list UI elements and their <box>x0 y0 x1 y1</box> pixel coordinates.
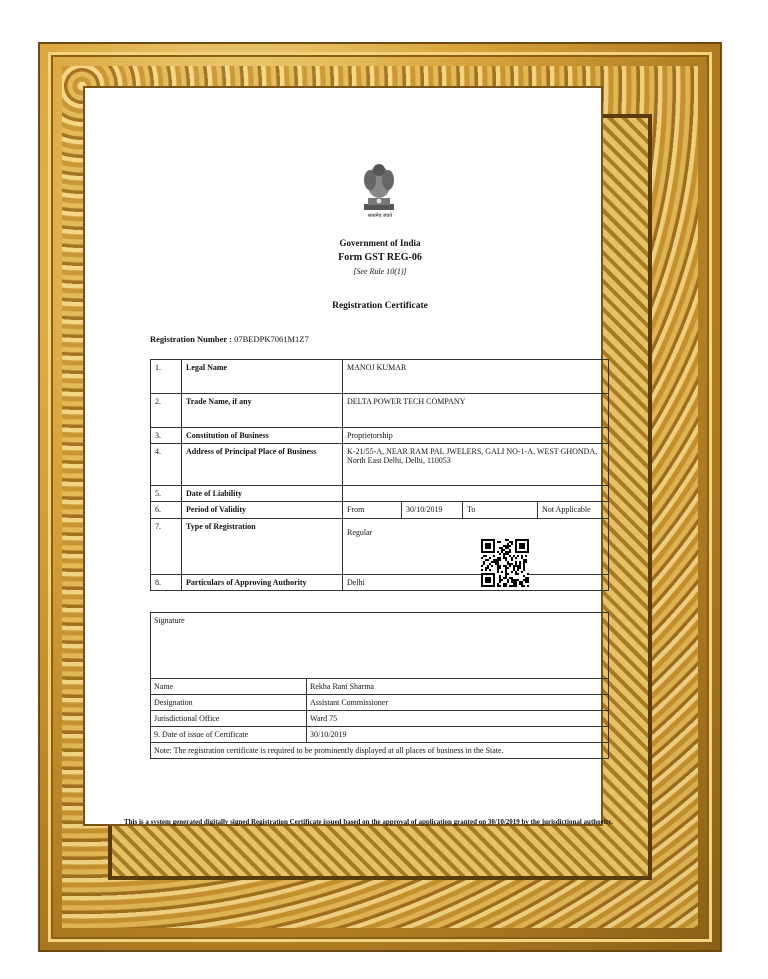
national-emblem-icon <box>356 160 402 218</box>
office-value: Ward 75 <box>307 711 609 727</box>
signature-table <box>150 612 609 759</box>
registration-details-table <box>150 359 609 591</box>
validity-from-label: From <box>343 502 402 518</box>
registration-number-label: Registration Number : <box>150 334 232 344</box>
liability-value <box>343 486 609 502</box>
office-label: Jurisdictional Office <box>151 711 307 727</box>
table-row <box>151 444 609 486</box>
table-row <box>151 428 609 444</box>
row-number: 4. <box>151 444 182 486</box>
table-row <box>151 711 609 727</box>
officer-name: Rekha Rani Sharma <box>307 679 609 695</box>
qr-code-icon[interactable] <box>481 539 529 587</box>
table-row <box>151 360 609 394</box>
validity-label: Period of Validity <box>182 502 343 518</box>
designation-value: Assistant Commissioner <box>307 695 609 711</box>
registration-type-label: Type of Registration <box>182 518 343 574</box>
certificate-title: Registration Certificate <box>332 301 428 311</box>
authority-value: Delhi <box>343 574 609 590</box>
government-title: Government of India <box>339 238 421 248</box>
issue-date-label: 9. Date of issue of Certificate <box>151 727 307 743</box>
constitution-value: Proprietorship <box>343 428 609 444</box>
row-number: 3. <box>151 428 182 444</box>
table-row <box>151 394 609 428</box>
liability-label: Date of Liability <box>182 486 343 502</box>
designation-label: Designation <box>151 695 307 711</box>
table-row <box>151 518 609 574</box>
issue-date-value: 30/10/2019 <box>307 727 609 743</box>
table-row <box>151 486 609 502</box>
table-row <box>151 502 609 518</box>
registration-number <box>150 334 309 344</box>
registration-number-value: 07BEDPK7061M1Z7 <box>234 334 309 344</box>
form-title: Form GST REG-06 <box>338 252 422 263</box>
address-label: Address of Principal Place of Business <box>182 444 343 486</box>
table-row <box>151 574 609 590</box>
constitution-label: Constitution of Business <box>182 428 343 444</box>
legal-name-label: Legal Name <box>182 360 343 394</box>
legal-name-value: MANOJ KUMAR <box>343 360 609 394</box>
trade-name-label: Trade Name, if any <box>182 394 343 428</box>
rule-reference: [See Rule 10(1)] <box>353 267 407 276</box>
table-row <box>151 613 609 679</box>
trade-name-value: DELTA POWER TECH COMPANY <box>343 394 609 428</box>
row-number: 2. <box>151 394 182 428</box>
row-number: 1. <box>151 360 182 394</box>
validity-to-label: To <box>463 502 538 518</box>
emblem-motto: सत्यमेव जयते <box>367 214 393 219</box>
table-row <box>151 679 609 695</box>
authority-label: Particulars of Approving Authority <box>182 574 343 590</box>
table-row <box>151 727 609 743</box>
validity-from-value: 30/10/2019 <box>402 502 463 518</box>
row-number: 5. <box>151 486 182 502</box>
registration-type-value: Regular <box>347 527 373 537</box>
row-number: 8. <box>151 574 182 590</box>
registration-type-cell <box>343 518 609 574</box>
row-number: 6. <box>151 502 182 518</box>
table-row <box>151 743 609 759</box>
table-row <box>151 695 609 711</box>
signature-field: Signature <box>151 613 609 679</box>
display-note: Note: The registration certificate is required to be prominently displayed at all places of business in the State. <box>151 743 609 759</box>
row-number: 7. <box>151 518 182 574</box>
footer-statement: This is a system generated digitally signed Registration Certificate issued based on the approval of application granted on 30/10/2019 by the jurisdictional authority. <box>124 818 613 826</box>
validity-to-value: Not Applicable <box>538 502 609 518</box>
address-value: K-21/55-A, NEAR RAM PAL JWELERS, GALI NO-1-A, WEST GHONDA, North East Delhi, Delhi, 110053 <box>343 444 609 486</box>
name-label: Name <box>151 679 307 695</box>
